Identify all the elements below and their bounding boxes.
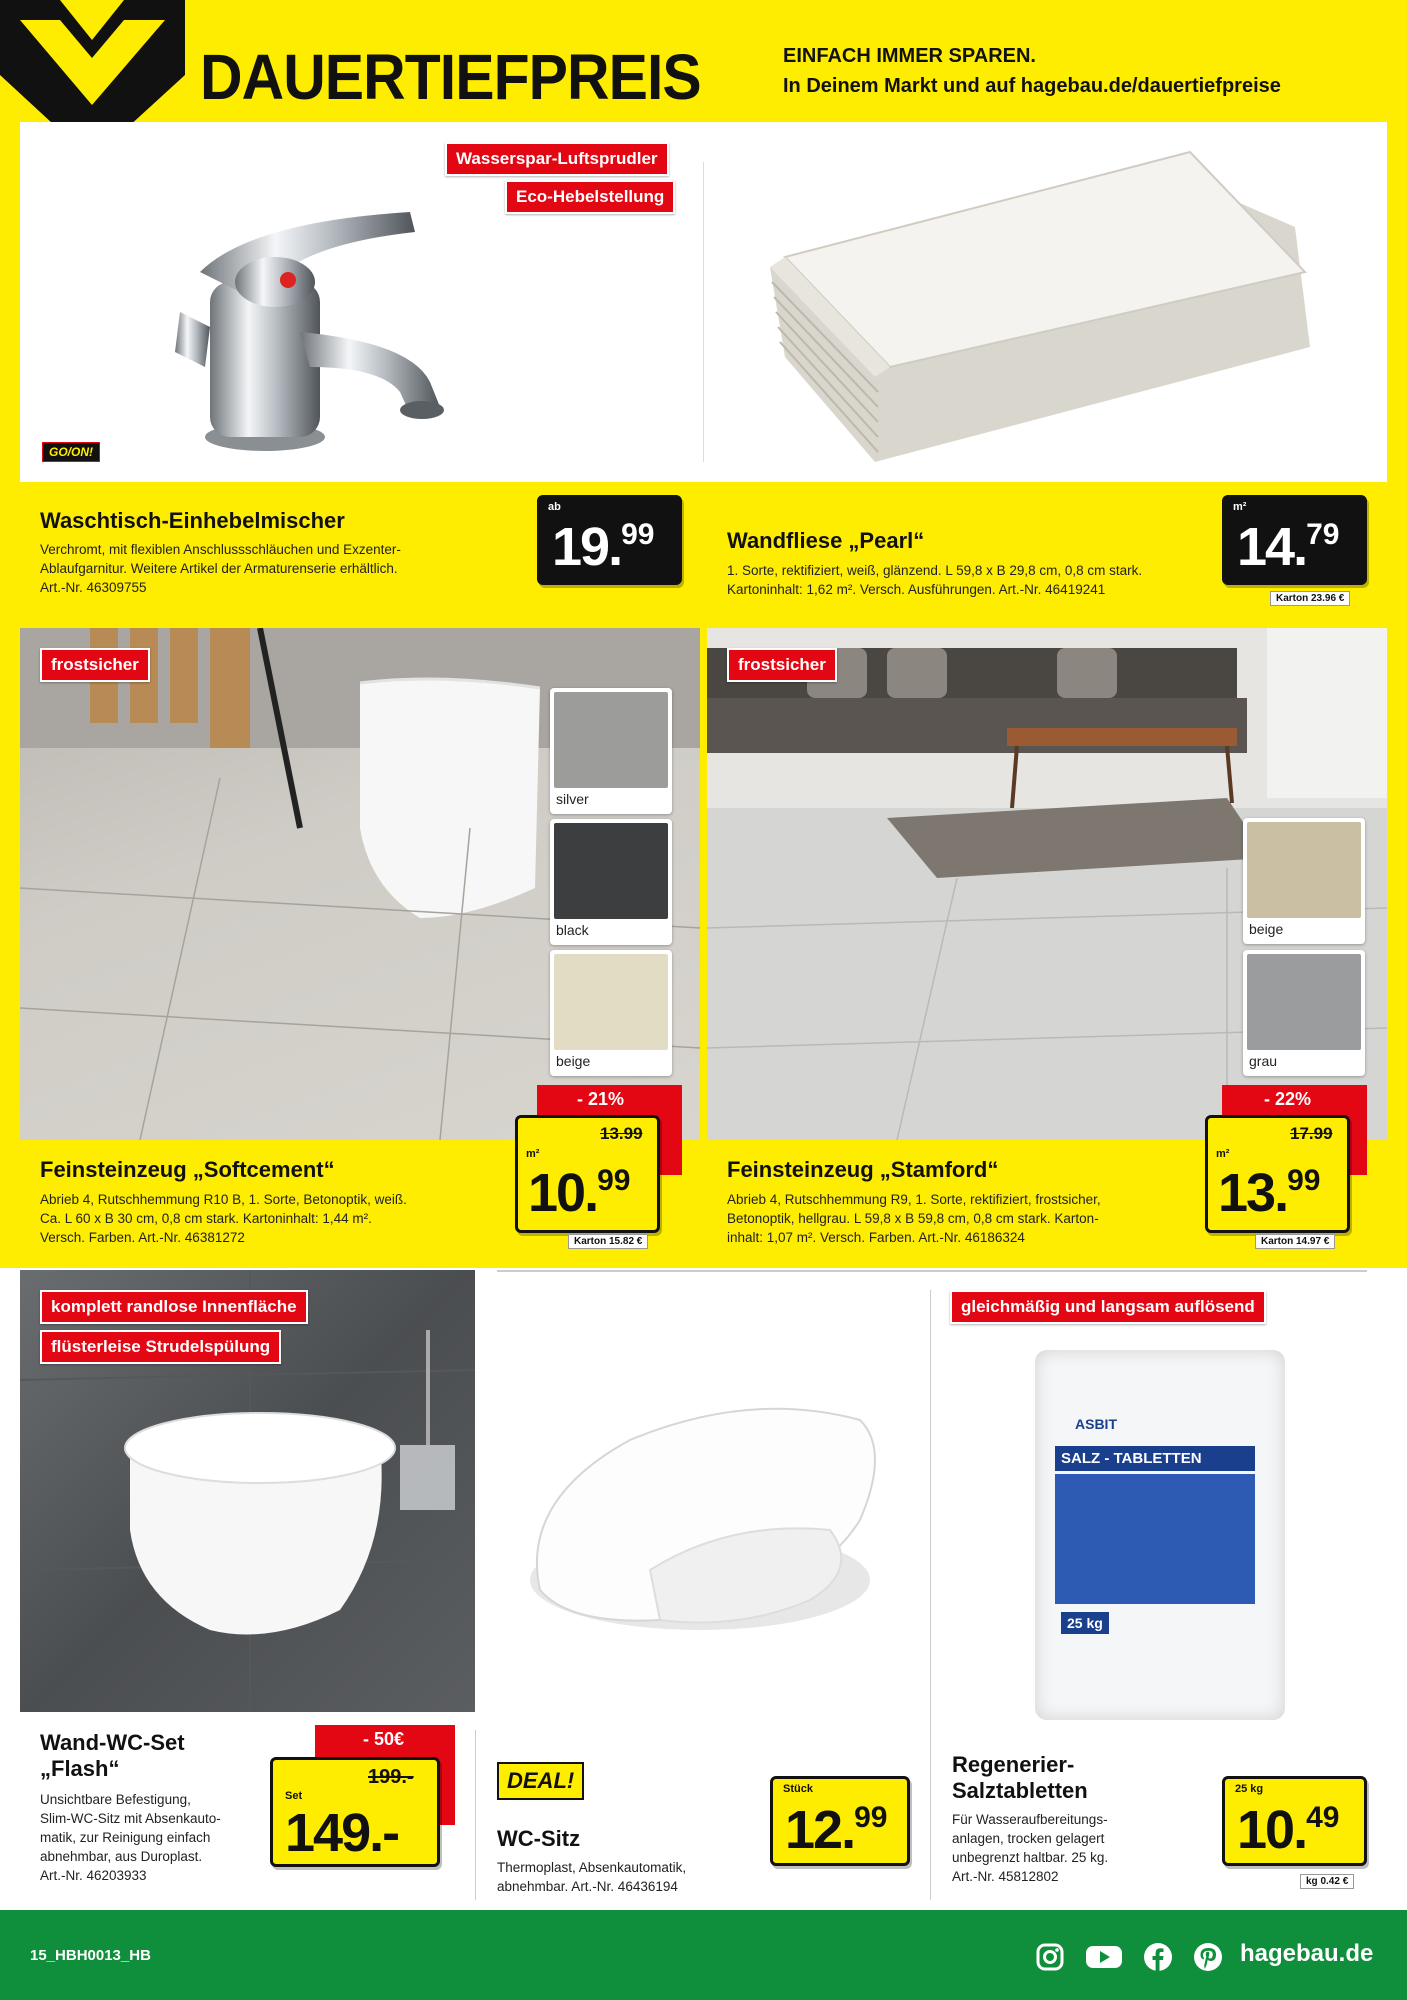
salt-price-cents: 49: [1306, 1801, 1340, 1834]
faucet-desc-1: Verchromt, mit flexiblen Anschlussschläuchen und Exzenter-: [40, 542, 401, 557]
stamford-title: Feinsteinzeug „Stamford“: [727, 1157, 999, 1182]
wc-seat-price-main: 12.: [785, 1800, 855, 1860]
salt-tag-dissolving: gleichmäßig und langsam auflösend: [950, 1290, 1266, 1324]
column-divider-1: [475, 1730, 476, 1900]
faucet-article-number: Art.-Nr. 46309755: [40, 580, 147, 595]
stamford-swatch-beige[interactable]: [1243, 818, 1365, 944]
tag-water-saving: Wasserspar-Luftsprudler: [445, 142, 669, 176]
stamford-karton-price: Karton 14.97 €: [1255, 1234, 1335, 1249]
softcement-desc-1: Abrieb 4, Rutschhemmung R10 B, 1. Sorte, Betonoptik, weiß.: [40, 1192, 407, 1207]
stamford-swatch-grau[interactable]: [1243, 950, 1365, 1076]
wc-set-desc-4: abnehmbar, aus Duroplast.: [40, 1849, 203, 1864]
swatch-stamford-beige-label: beige: [1249, 921, 1284, 937]
swatch-black-label: black: [556, 922, 589, 938]
salt-bag-brand: ASBIT: [1075, 1416, 1117, 1432]
wc-set-article-number: Art.-Nr. 46203933: [40, 1868, 147, 1883]
instagram-icon[interactable]: [1035, 1942, 1065, 1972]
wall-tile-price-prefix: m²: [1233, 501, 1247, 513]
stamford-old-price: 17.99: [1290, 1124, 1333, 1143]
swatch-black-color: [554, 823, 668, 919]
header-subtitle-1: EINFACH IMMER SPAREN.: [783, 45, 1036, 67]
swatch-grau-color: [1247, 954, 1361, 1050]
wc-set-title-2: „Flash“: [40, 1756, 120, 1781]
stamford-desc-3: inhalt: 1,07 m². Versch. Farben. Art.-Nr. 46186324: [727, 1230, 1025, 1245]
stamford-price: [1218, 1163, 1321, 1223]
salt-article-number: Art.-Nr. 45812802: [952, 1869, 1059, 1884]
wc-tag-rimless: komplett randlose Innenfläche: [40, 1290, 308, 1324]
header-subtitle-2[interactable]: In Deinem Markt und auf hagebau.de/dauertiefpreise: [783, 75, 1281, 97]
salt-bag-weight: 25 kg: [1061, 1612, 1109, 1634]
pinterest-icon[interactable]: [1193, 1942, 1223, 1972]
salt-unit-price: kg 0.42 €: [1300, 1874, 1354, 1889]
faucet-price-main: 19.: [552, 517, 622, 577]
softcement-price-box: [515, 1115, 660, 1233]
wc-set-desc-1: Unsichtbare Befestigung,: [40, 1792, 191, 1807]
column-divider-2: [930, 1290, 931, 1900]
wc-set-desc-3: matik, zur Reinigung einfach: [40, 1830, 211, 1845]
footer-brand-link[interactable]: hagebau.de: [1240, 1940, 1374, 1967]
salt-bag-blue-panel: [1055, 1474, 1255, 1604]
wc-set-price-box: [270, 1757, 440, 1867]
stamford-price-box: [1205, 1115, 1350, 1233]
salt-desc-2: anlagen, trocken gelagert: [952, 1831, 1105, 1846]
go-on-brand-logo: GO/ON!: [42, 442, 100, 462]
wc-seat-desc-1: Thermoplast, Absenkautomatik,: [497, 1860, 687, 1875]
salt-title-1: Regenerier-: [952, 1752, 1075, 1777]
wc-seat-title: WC-Sitz: [497, 1826, 581, 1851]
faucet-price-prefix: ab: [548, 501, 561, 513]
wall-tile-karton-price: Karton 23.96 €: [1270, 591, 1350, 606]
wc-set-price-prefix: Set: [285, 1790, 303, 1802]
salt-desc-3: unbegrenzt haltbar. 25 kg.: [952, 1850, 1109, 1865]
faucet-price-cents: 99: [621, 518, 655, 551]
wall-tile-price-cents: 79: [1306, 518, 1340, 551]
stamford-desc-2: Betonoptik, hellgrau. L 59,8 x B 59,8 cm, 0,8 cm stark. Karton-: [727, 1211, 1099, 1226]
footer-page-code: 15_HBH0013_HB: [30, 1947, 151, 1964]
softcement-price: [528, 1163, 631, 1223]
wc-set-old-price: 199.-: [368, 1766, 414, 1788]
faucet-title: Waschtisch-Einhebelmischer: [40, 508, 345, 533]
salt-desc-1: Für Wasseraufbereitungs-: [952, 1812, 1108, 1827]
stamford-price-main: 13.: [1218, 1163, 1288, 1223]
salt-price: [1237, 1800, 1340, 1860]
stamford-discount-text: - 22%: [1264, 1089, 1312, 1109]
stamford-price-prefix: m²: [1216, 1148, 1230, 1160]
wc-seat-price-cents: 99: [854, 1801, 888, 1834]
wc-seat-price: [785, 1800, 888, 1860]
wc-set-discount-text: - 50€: [363, 1729, 405, 1749]
faucet-price-box: [537, 495, 682, 585]
wc-tag-quiet-flush: flüsterleise Strudelspülung: [40, 1330, 281, 1364]
softcement-price-main: 10.: [528, 1163, 598, 1223]
softcement-title: Feinsteinzeug „Softcement“: [40, 1157, 335, 1182]
wall-tile-image: [750, 132, 1330, 472]
wc-seat-price-box: [770, 1776, 910, 1866]
swatch-beige-color: [554, 954, 668, 1050]
softcement-karton-price: Karton 15.82 €: [568, 1234, 648, 1249]
top-product-panel: [20, 122, 1387, 482]
youtube-icon[interactable]: [1085, 1942, 1123, 1972]
stamford-desc-1: Abrieb 4, Rutschhemmung R9, 1. Sorte, rektifiziert, frostsicher,: [727, 1192, 1101, 1207]
wall-tile-price-box: [1222, 495, 1367, 585]
section-divider: [497, 1270, 1367, 1272]
deal-badge: DEAL!: [497, 1762, 584, 1800]
swatch-grau-label: grau: [1249, 1053, 1278, 1069]
facebook-icon[interactable]: [1143, 1942, 1173, 1972]
panel-divider: [703, 162, 704, 462]
softcement-price-cents: 99: [597, 1164, 631, 1197]
wall-tile-desc-2: Kartoninhalt: 1,62 m². Versch. Ausführungen. Art.-Nr. 46419241: [727, 582, 1106, 597]
salt-bag-label: SALZ - TABLETTEN: [1055, 1446, 1255, 1471]
swatch-stamford-beige-color: [1247, 822, 1361, 918]
wall-tile-desc-1: 1. Sorte, rektifiziert, weiß, glänzend. L 59,8 x B 29,8 cm, 0,8 cm stark.: [727, 563, 1143, 578]
swatch-silver-color: [554, 692, 668, 788]
salt-title-2: Salztabletten: [952, 1778, 1088, 1803]
softcement-desc-2: Ca. L 60 x B 30 cm, 0,8 cm stark. Kartoninhalt: 1,44 m².: [40, 1211, 372, 1226]
softcement-swatch-beige[interactable]: [550, 950, 672, 1076]
wc-set-desc-2: Slim-WC-Sitz mit Absenkauto-: [40, 1811, 221, 1826]
softcement-old-price: 13.99: [600, 1124, 643, 1143]
softcement-swatch-black[interactable]: [550, 819, 672, 945]
stamford-price-cents: 99: [1287, 1164, 1321, 1197]
salt-bag-image: [1035, 1350, 1285, 1720]
wc-set-title-1: Wand-WC-Set: [40, 1730, 185, 1755]
page-title: DAUERTIEFPREIS: [200, 41, 701, 113]
wall-tile-price-main: 14.: [1237, 517, 1307, 577]
softcement-price-prefix: m²: [526, 1148, 540, 1160]
wall-tile-price: [1237, 517, 1340, 577]
faucet-price: [552, 517, 655, 577]
swatch-beige-label: beige: [556, 1053, 591, 1069]
softcement-swatch-silver[interactable]: [550, 688, 672, 814]
salt-price-box: [1222, 1776, 1367, 1866]
softcement-desc-3: Versch. Farben. Art.-Nr. 46381272: [40, 1230, 245, 1245]
wc-seat-price-prefix: Stück: [783, 1783, 813, 1795]
wc-set-price-main: 149.-: [285, 1803, 399, 1863]
salt-price-prefix: 25 kg: [1235, 1783, 1264, 1795]
softcement-discount-text: - 21%: [577, 1089, 625, 1109]
softcement-tag-frostsicher: frostsicher: [40, 648, 150, 682]
stamford-tag-frostsicher: frostsicher: [727, 648, 837, 682]
faucet-desc-2: Ablaufgarnitur. Weitere Artikel der Armaturenserie erhältlich.: [40, 561, 398, 576]
faucet-image: [110, 152, 510, 472]
salt-price-main: 10.: [1237, 1800, 1307, 1860]
tag-eco-lever: Eco-Hebelstellung: [505, 180, 675, 214]
wc-seat-desc-2: abnehmbar. Art.-Nr. 46436194: [497, 1879, 678, 1894]
wall-tile-title: Wandfliese „Pearl“: [727, 528, 925, 553]
wc-seat-image: [510, 1370, 890, 1670]
swatch-silver-label: silver: [556, 791, 589, 807]
